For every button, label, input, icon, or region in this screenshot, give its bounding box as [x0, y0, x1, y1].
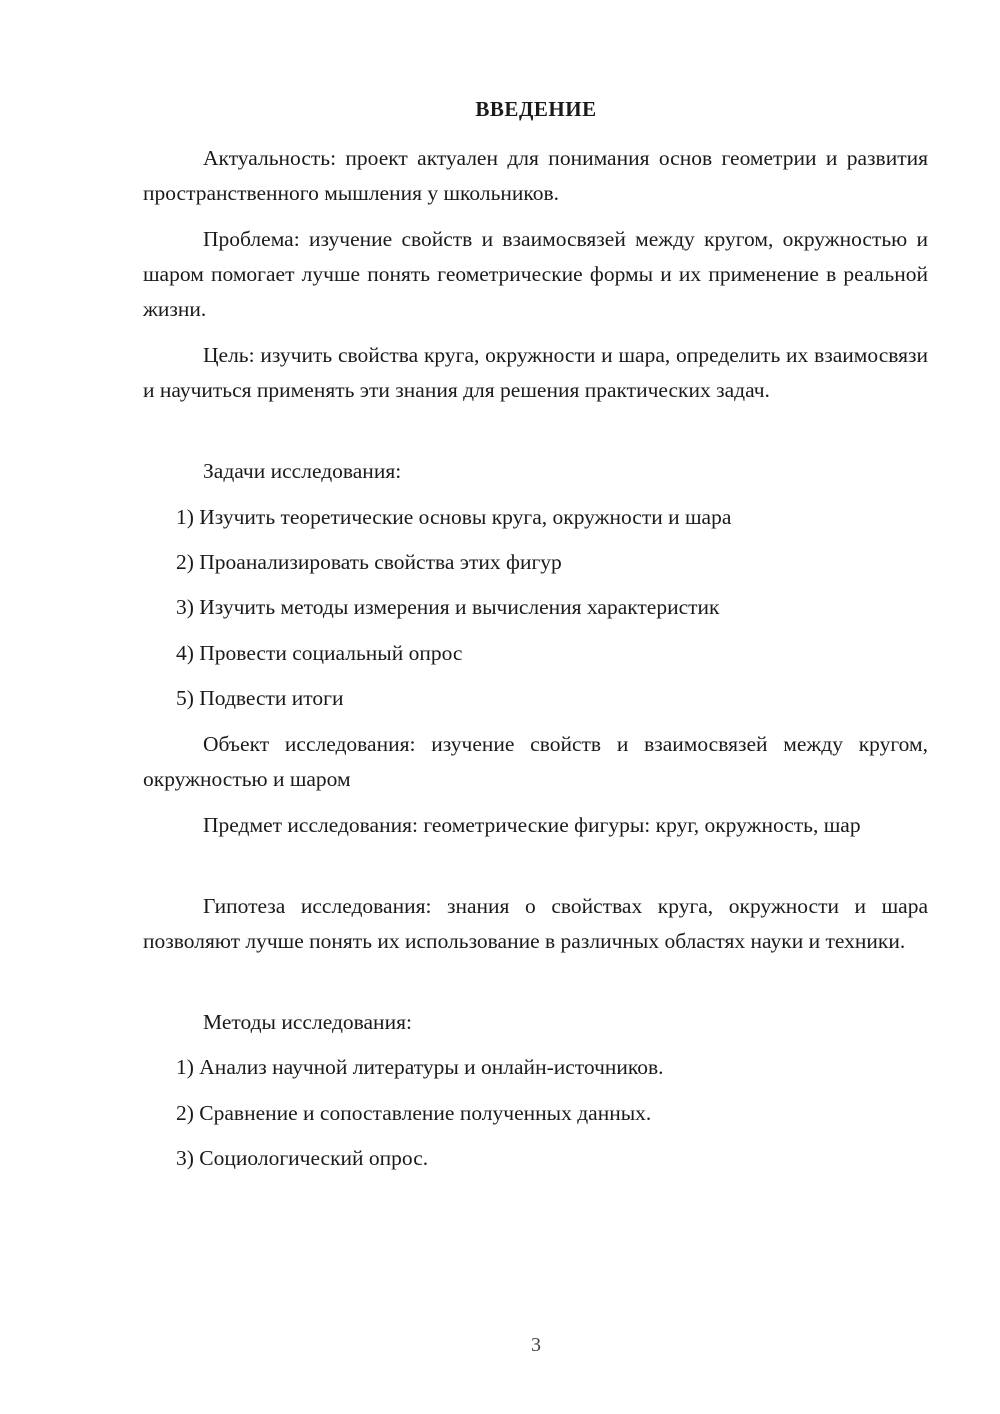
task-item-4: 4) Провести социальный опрос — [176, 641, 463, 665]
hypothesis-paragraph: Гипотеза исследования: знания о свойствах круга, окружности и шара позволяют лучше понять их использование в различных областях науки и техники. — [143, 894, 928, 953]
relevance-paragraph: Актуальность: проект актуален для понимания основ геометрии и развития пространственного мышления у школьников. — [143, 146, 928, 205]
methods-heading: Методы исследования: — [203, 1010, 412, 1034]
goal-paragraph: Цель: изучить свойства круга, окружности и шара, определить их взаимосвязи и научиться применять эти знания для решения практических задач. — [143, 343, 928, 402]
task-item-5: 5) Подвести итоги — [176, 686, 344, 710]
task-item-3: 3) Изучить методы измерения и вычисления характеристик — [176, 595, 720, 619]
method-item-1: 1) Анализ научной литературы и онлайн-источников. — [176, 1055, 664, 1079]
object-paragraph: Объект исследования: изучение свойств и взаимосвязей между кругом, окружностью и шаром — [143, 732, 928, 791]
method-item-2: 2) Сравнение и сопоставление полученных данных. — [176, 1101, 652, 1125]
problem-paragraph: Проблема: изучение свойств и взаимосвязей между кругом, окружностью и шаром помогает лучше понять геометрические формы и их применение в реальной жизни. — [143, 227, 928, 321]
subject-paragraph: Предмет исследования: геометрические фигуры: круг, окружность, шар — [203, 813, 861, 837]
page-number: 3 — [531, 1334, 541, 1356]
method-item-3: 3) Социологический опрос. — [176, 1146, 429, 1170]
task-item-2: 2) Проанализировать свойства этих фигур — [176, 550, 562, 574]
task-item-1: 1) Изучить теоретические основы круга, окружности и шара — [176, 505, 732, 529]
tasks-heading: Задачи исследования: — [203, 459, 402, 483]
section-title: ВВЕДЕНИЕ — [475, 97, 597, 121]
